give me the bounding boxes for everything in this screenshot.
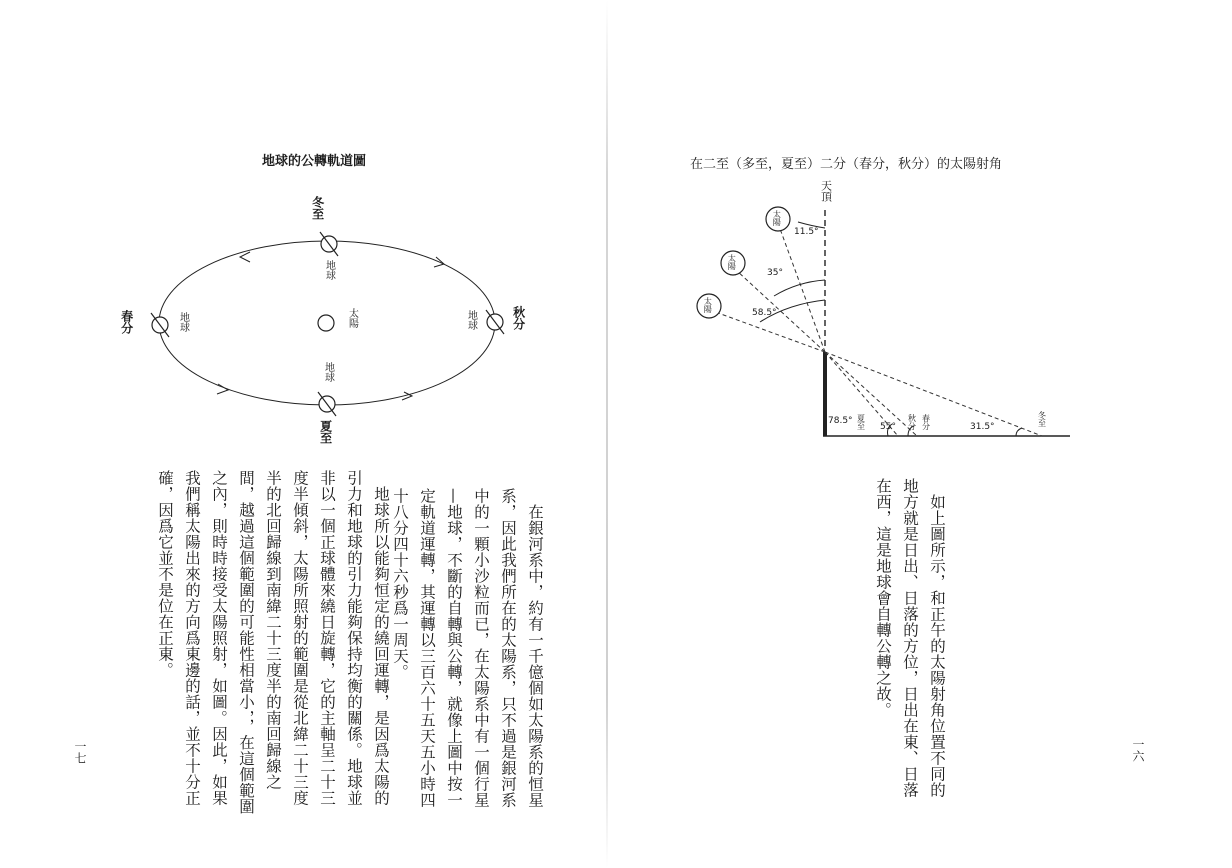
sun-label-3: 太陽 bbox=[703, 297, 713, 313]
body-paragraph-2: 地球所以能夠恒定的繞回運轉，是因爲太陽的引力和地球的引力能夠保持均衡的關係。地球並非以一個正球體來繞日旋轉，它的主軸呈二十三度半傾斜，太陽所照射的範圍是從北緯二十三度半的北回歸線到南緯二十三度半的南回歸線之間，越過這個範圍的可能性相當小，，在這個範圍之內，則時時接受太陽照射，如圖。因此，如果我們稱太陽出來的方向爲東邊的話，並不十分正確，因爲它並不是位在正東。 bbox=[156, 470, 390, 815]
angle-78-5: 78.5° bbox=[828, 416, 853, 426]
earth-spring bbox=[151, 313, 169, 337]
book-gutter bbox=[606, 0, 608, 868]
ground-label-winter: 冬至 bbox=[1038, 411, 1046, 429]
ground-label-spring: 春分 bbox=[922, 414, 930, 432]
right-page bbox=[612, 0, 1232, 868]
angle-35: 35° bbox=[767, 268, 783, 278]
earth-autumn bbox=[486, 310, 504, 334]
angle-11-5: 11.5° bbox=[794, 227, 819, 237]
sun-label-2: 太陽 bbox=[727, 254, 737, 270]
angle-55: 55° bbox=[880, 422, 896, 432]
ground-label-autumn: 秋分 bbox=[908, 414, 916, 432]
label-sun: 太陽 bbox=[346, 308, 358, 328]
body-paragraph-1: 在銀河系中，約有一千億個如太陽系的恒星系，因此我們所在的太陽系，只不過是銀河系中的一顆小沙粒而已，在太陽系中有一個行星—地球，不斷的自轉與公轉，就像上圖中按一定軌道運轉，其運轉以三百六十五天五小時四十八分四十六秒爲一周天。 bbox=[391, 488, 544, 808]
label-earth-autumn: 地球 bbox=[465, 310, 477, 330]
label-earth-summer: 地球 bbox=[322, 362, 334, 382]
label-autumn-equinox: 秋分 bbox=[511, 306, 526, 330]
body-paragraph-right: 如上圖所示，和正午的太陽射角位置不同的地方就是日出、日落的方位，日出在東、日落在西，這是地球會自轉公轉之故。 bbox=[874, 478, 946, 798]
orbit-arrow bbox=[240, 252, 250, 262]
ground-label-summer: 夏至 bbox=[857, 414, 865, 432]
angle-58-5: 58.5° bbox=[752, 308, 777, 318]
earth-winter bbox=[320, 232, 338, 256]
sun-angle-figure-title: 在二至（多至，夏至）二分（春分，秋分）的太陽射角 bbox=[690, 157, 1003, 172]
label-summer-solstice: 夏至 bbox=[318, 420, 333, 444]
left-page bbox=[0, 0, 612, 868]
sun-label-1: 太陽 bbox=[772, 210, 782, 226]
label-winter-solstice: 冬至 bbox=[310, 196, 325, 220]
label-zenith: 天頂 bbox=[819, 180, 833, 202]
label-earth-spring: 地球 bbox=[177, 312, 189, 332]
earth-summer bbox=[318, 392, 336, 416]
orbit-diagram bbox=[0, 0, 612, 460]
angle-31-5: 31.5° bbox=[970, 422, 995, 432]
sun-circle bbox=[318, 315, 334, 331]
page-number-left: 一七 bbox=[73, 740, 87, 764]
label-spring-equinox: 春分 bbox=[119, 310, 134, 334]
sun-angle-diagram bbox=[612, 0, 1232, 460]
page-number-right: 一六 bbox=[1131, 738, 1145, 762]
label-earth-winter: 地球 bbox=[323, 260, 335, 280]
orbit-figure-title: 地球的公轉軌道圖 bbox=[262, 154, 367, 169]
